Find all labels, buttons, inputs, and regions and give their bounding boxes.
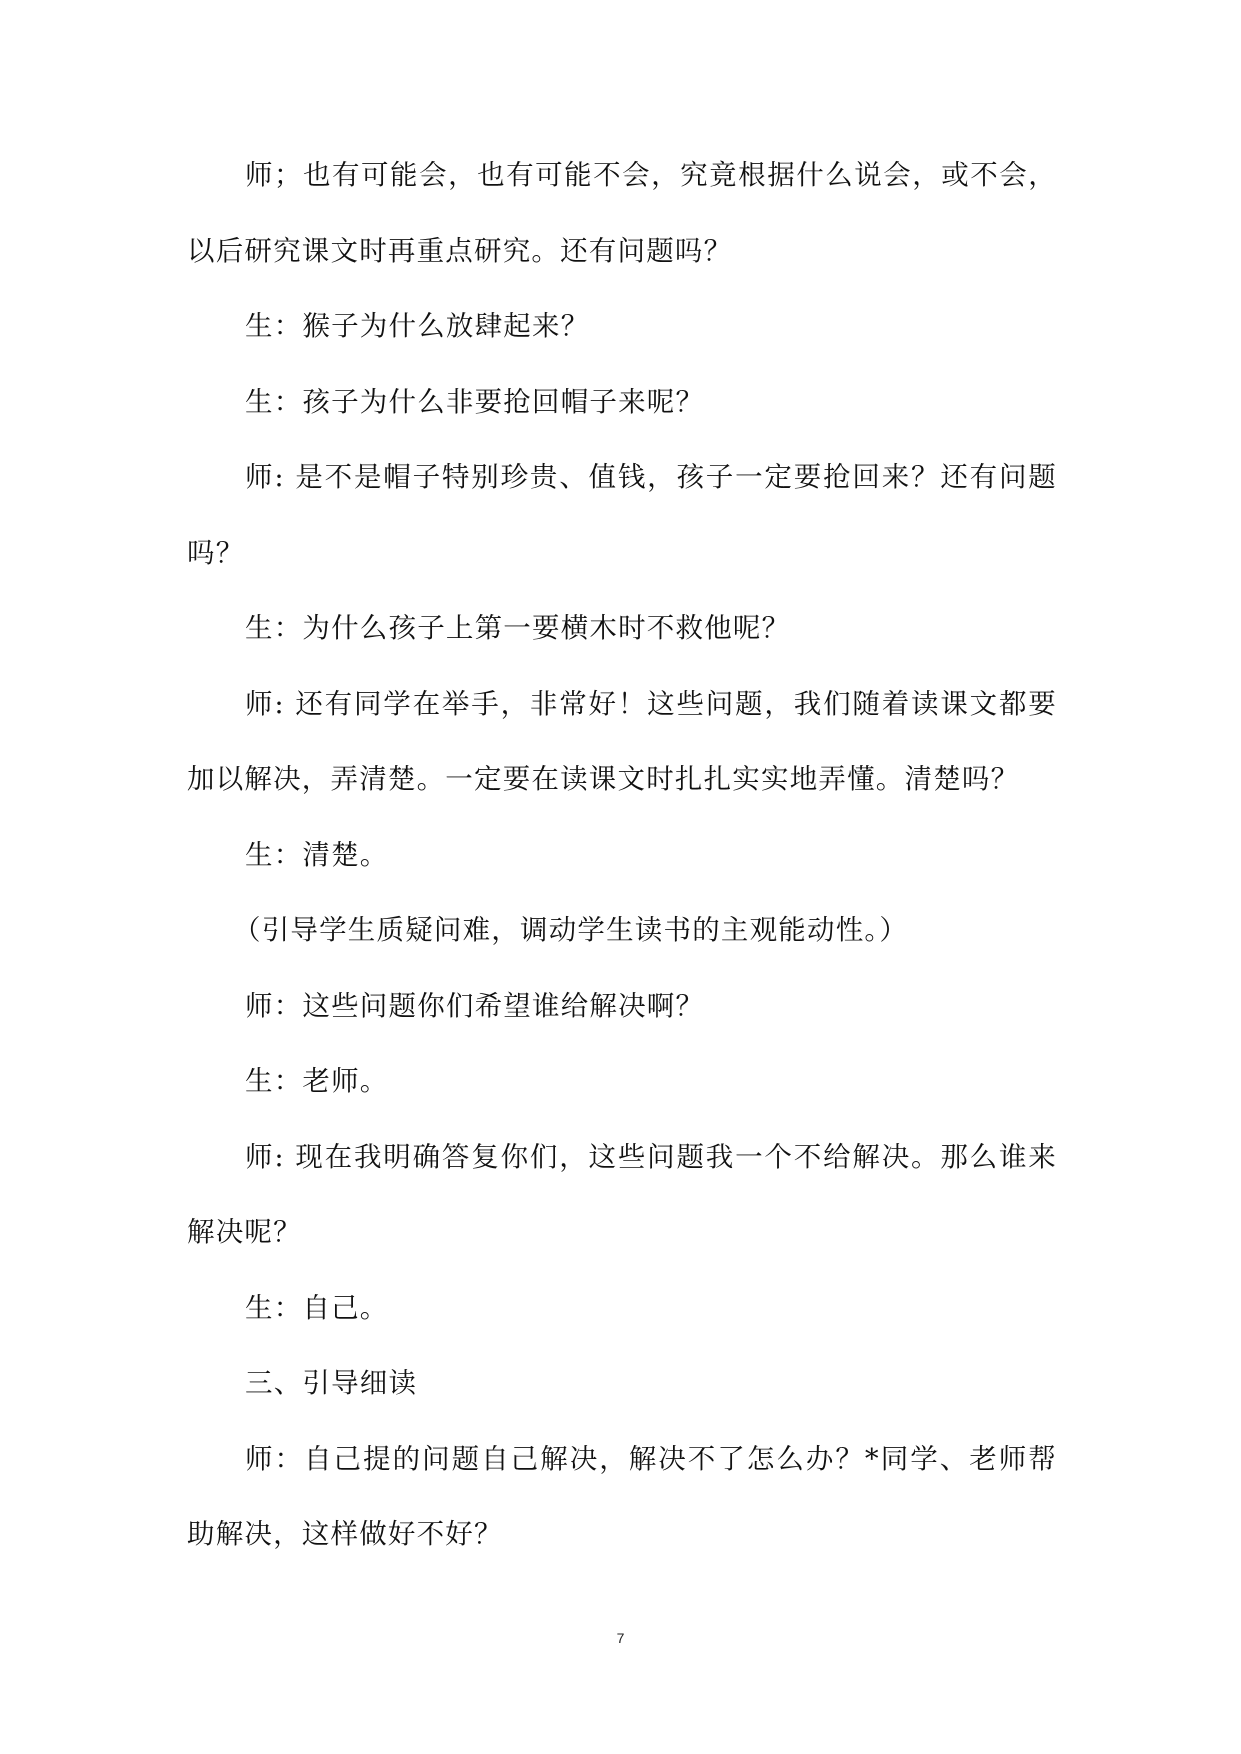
paragraph: 师: 是不是帽子特别珍贵、值钱，孩子一定要抢回来？还有问题吗？ <box>187 461 1057 569</box>
paragraph: 生：清楚。 <box>245 838 389 871</box>
paragraph: 师: 还有同学在举手，非常好！这些问题，我们随着读课文都要加以解决，弄清楚。一定要在读课文时扎扎实实地弄懂。清楚吗？ <box>187 687 1057 795</box>
paragraph-note: （引导学生质疑问难，调动学生读书的主观能动性。） <box>233 914 909 946</box>
paragraph: 师: 现在我明确答复你们，这些问题我一个不给解决。那么谁来解决呢？ <box>187 1140 1057 1248</box>
page-number: 7 <box>616 1630 625 1646</box>
paragraph: 生：猴子为什么放肆起来？ <box>245 310 590 342</box>
document-body <box>187 138 1057 1573</box>
paragraph: 师：这些问题你们希望谁给解决啊？ <box>245 989 705 1022</box>
paragraph: 生：为什么孩子上第一要横木时不救他呢？ <box>245 612 791 644</box>
section-heading: 三、引导细读 <box>245 1367 418 1399</box>
paragraph: 师：自己提的问题自己解决，解决不了怎么办？*同学、老师帮助解决，这样做好不好？ <box>187 1442 1057 1550</box>
paragraph: 师；也有可能会，也有可能不会，究竟根据什么说会，或不会，以后研究课文时再重点研究。还有问题吗？ <box>187 159 1057 267</box>
paragraph: 生：孩子为什么非要抢回帽子来呢？ <box>245 385 705 418</box>
paragraph: 生：老师。 <box>245 1065 389 1097</box>
paragraph: 生：自己。 <box>245 1291 389 1324</box>
